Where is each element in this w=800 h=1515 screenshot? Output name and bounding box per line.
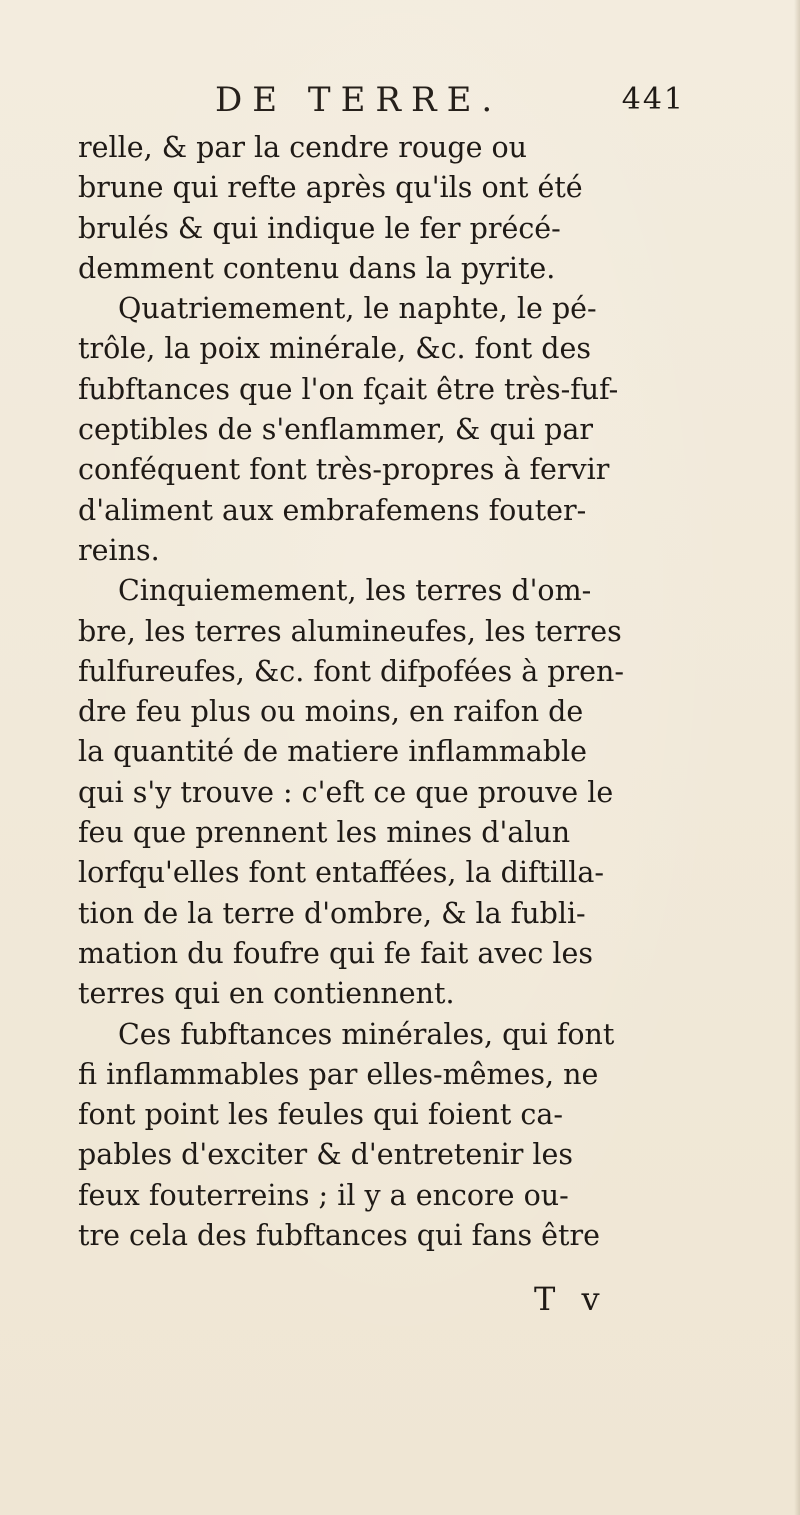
text-line: lorfqu'elles font entaffées, la diftilla-	[78, 856, 604, 890]
text-line: tion de la terre d'ombre, & la fubli-	[78, 896, 586, 930]
text-line: brune qui refte après qu'ils ont été	[78, 171, 583, 205]
text-line: d'aliment aux embrafemens fouter-	[78, 493, 587, 527]
paragraph-start-line: Ces fubftances minérales, qui font	[118, 1017, 615, 1051]
text-line: brulés & qui indique le fer précé-	[78, 211, 561, 245]
text-line: pables d'exciter & d'entretenir les	[78, 1138, 573, 1172]
body-text	[78, 128, 668, 1256]
catchword: T v	[534, 1280, 608, 1318]
page-header	[215, 80, 685, 124]
text-line: feux fouterreins ; il y a encore ou-	[78, 1178, 569, 1212]
text-line: dre feu plus ou moins, en raifon de	[78, 695, 584, 729]
text-line: tre cela des fubftances qui fans être	[78, 1219, 600, 1253]
text-line: fi inflammables par elles-mêmes, ne	[78, 1057, 599, 1091]
text-line: reins.	[78, 533, 160, 567]
text-line: fulfureufes, &c. font difpofées à pren-	[78, 654, 624, 688]
text-line: fubftances que l'on fçait être très-fuf-	[78, 372, 619, 406]
text-line: terres qui en contiennent.	[78, 977, 455, 1011]
text-line: trôle, la poix minérale, &c. font des	[78, 332, 591, 366]
text-line: demment contenu dans la pyrite.	[78, 251, 556, 285]
text-line: conféquent font très-propres à fervir	[78, 453, 610, 487]
text-line: qui s'y trouve : c'eft ce que prouve le	[78, 775, 614, 809]
running-head: DE TERRE.	[215, 80, 503, 120]
text-line: mation du foufre qui fe fait avec les	[78, 936, 593, 970]
page-number: 441	[621, 82, 685, 117]
text-line: font point les feules qui foient ca-	[78, 1098, 563, 1132]
paragraph-start-line: Cinquiemement, les terres d'om-	[118, 574, 592, 608]
text-line: ceptibles de s'enflammer, & qui par	[78, 413, 593, 447]
text-line: relle, & par la cendre rouge ou	[78, 131, 528, 164]
text-line: bre, les terres alumineufes, les terres	[78, 614, 622, 648]
text-line: la quantité de matiere inflammable	[78, 735, 587, 769]
page-edge-shadow	[794, 0, 800, 1515]
text-line: feu que prennent les mines d'alun	[78, 816, 571, 850]
paragraph-start-line: Quatriemement, le naphte, le pé-	[118, 292, 597, 326]
